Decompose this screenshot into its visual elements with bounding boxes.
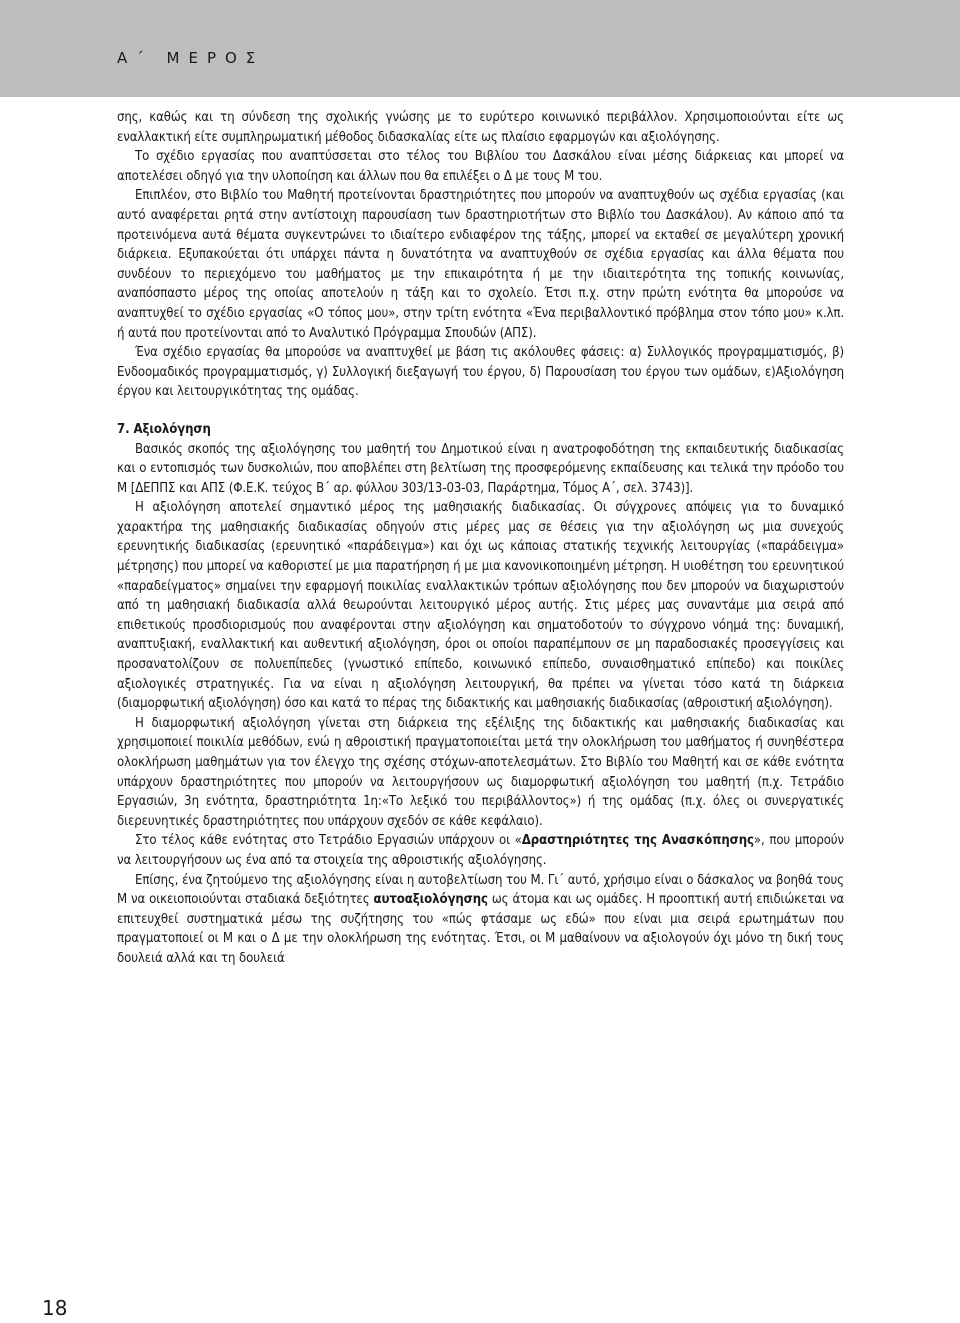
- paragraph: Επιπλέον, στο Βιβλίο του Μαθητή προτείνονται δραστηριότητες που μπορούν να αναπτυχθούν ως σχέδια εργασίας (και αυτό αναφέρεται ρητά στην αντίστοιχη παρουσίαση των δραστηριοτήτων στο Βιβλίο του Δασκάλου). Αν κάποιο από τα προτεινόμενα αυτά θέματα συγκεντρώνει το ιδιαίτερο ενδιαφέρον της τάξης, μπορεί να εκταθεί σε μεγαλύτερη χρονική διάρκεια. Εξυπακούεται ότι υπάρχει πάντα η δυνατότητα να αναπτυχθούν σε σχέδια εργασίας και άλλα θέματα που συνδέουν το περιεχόμενο του μαθήματος με την επικαιρότητα ή με την ιδιαιτερότητα της τοπικής κοινωνίας, αναπόσπαστο μέρος της οποίας αποτελούν η τάξη και το σχολείο. Έτσι π.χ. στην πρώτη ενότητα θα μπορούσε να αναπτυχθεί το σχέδιο εργασίας «Ο τόπος μου», στην τρίτη ενότητα «Ένα περιβαλλοντικό πρόβλημα στον τόπο μου» κ.λπ. ή αυτά που προτείνονται από το Αναλυτικό Πρόγραμμα Σπουδών (ΑΠΣ).: [117, 188, 844, 341]
- paragraph: Η αξιολόγηση αποτελεί σημαντικό μέρος της μαθησιακής διαδικασίας. Οι σύγχρονες απόψεις για το δυναμικό χαρακτήρα της μαθησιακής διαδικασίας οδηγούν στις μέρες μας σε θέσεις για την αξιολόγηση ως μια συνεχούς ερευνητικής διαδικασίας (ερευνητικό «παράδειγμα») και όχι ως κάποιας στατικής τεχνικής λειτουργίας («παράδειγμα» μέτρησης) που μπορεί να καθοριστεί με μια παρατήρηση ή με μια κανονικοποιημένη μέτρηση. Η υιοθέτηση του ερευνητικού «παραδείγματος» σημαίνει την εφαρμογή ποικιλίας εναλλακτικών τρόπων αξιολόγησης που δεν μπορούν να διαχωριστούν από τη μαθησιακή διαδικασία αλλά θεωρούνται λειτουργικό μέρος αυτής. Στις μέρες μας συναντάμε μια σειρά από επιθετικούς προσδιορισμούς που αναφέρονται στην αξιολόγηση και σηματοδοτούν το σύγχρονο νόημά της: δυναμική, αναπτυξιακή, εναλλακτική και αυθεντική αξιολόγηση, όροι οι οποίοι παραπέμπουν σε μη παραδοσιακές προσεγγίσεις και προσανατολίζουν σε πολυεπίπεδες (γνωστικό επίπεδο, κοινωνικό επίπεδο, συναισθηματικό επίπεδο) και ποικίλες αξιολογικές στρατηγικές. Για να είναι η αξιολόγηση λειτουργική, θα πρέπει να γίνεται τόσο κατά τη διάρκεια (διαμορφωτική αξιολόγηση) όσο και κατά το πέρας της διδακτικής και μαθησιακής διαδικασίας (αθροιστική αξιολόγηση).: [117, 500, 844, 712]
- paragraph: Το σχέδιο εργασίας που αναπτύσσεται στο τέλος του Βιβλίου του Δασκάλου είναι μέσης διάρκειας και μπορεί να αποτελέσει οδηγό για την υλοποίηση και άλλων που θα επιλέξει ο Δ με τους Μ του.: [117, 149, 844, 184]
- paragraph: [117, 831, 844, 870]
- header-bar: [0, 0, 960, 97]
- paragraph: [117, 871, 844, 969]
- text-run: Στο τέλος κάθε ενότητας στο Τετράδιο Εργασιών υπάρχουν οι «: [135, 833, 522, 849]
- page-number: 18: [42, 1296, 68, 1320]
- text-run: », που μπορούν να λειτουργήσουν ως ένα από τα στοιχεία της αθροιστικής αξιολόγησης.: [117, 833, 845, 868]
- body-text: [117, 108, 844, 969]
- bold-term: Δραστηριότητες της Ανασκόπησης: [521, 833, 754, 849]
- section-heading: 7. Αξιολόγηση: [117, 421, 211, 437]
- paragraph: Η διαμορφωτική αξιολόγηση γίνεται στη διάρκεια της εξέλιξης της διδακτικής και μαθησιακής διαδικασίας και χρησιμοποιεί ποικιλία μεθόδων, ενώ η αθροιστική πραγματοποιείται μετά την ολοκλήρωση του μαθήματος ή συνηθέστερα ολοκλήρωση μαθημάτων για τον έλεγχο της σχέσης στόχων-αποτελεσμάτων. Στο Βιβλίο του Μαθητή και σε κάθε ενότητα υπάρχουν δραστηριότητες που μπορούν να λειτουργήσουν ως διαμορφωτική αξιολόγηση του μαθητή (π.χ. Τετράδιο Εργασιών, 3η ενότητα, δραστηριότητα 1η:«Το λεξικό του περιβάλλοντος») ή της ομάδας (π.χ. όλες οι συνεργατικές διερευνητικές δραστηριότητες που υπάρχουν σχεδόν σε κάθε κεφάλαιο).: [117, 715, 844, 829]
- paragraph: σης, καθώς και τη σύνδεση της σχολικής γνώσης με το ευρύτερο κοινωνικό περιβάλλον. Χρησιμοποιούνται είτε ως εναλλακτική είτε συμπληρωματική μέθοδος διδασκαλίας είτε ως πλαίσιο εφαρμογών και αξιολόγησης.: [117, 110, 844, 145]
- text-run: ως άτομα και ως ομάδες. Η προοπτική αυτή επιδιώκεται να επιτευχθεί συστηματικά μέσω της συζήτησης του «πώς φτάσαμε ως εδώ» που είναι μια σειρά ερωτημάτων που πραγματοποιεί οι Μ και ο Δ με την ολοκλήρωση της ενότητας. Έτσι, οι Μ μαθαίνουν να αξιολογούν όχι μόνο τη δική τους δουλειά αλλά και τη δουλειά: [117, 892, 844, 966]
- left-margin-strip: [0, 97, 82, 1323]
- header-title: Α΄ ΜΕΡΟΣ: [117, 49, 265, 67]
- paragraph: Βασικός σκοπός της αξιολόγησης του μαθητή του Δημοτικού είναι η ανατροφοδότηση της εκπαιδευτικής διαδικασίας και ο εντοπισμός των δυσκολιών, που αποβλέπει στη βελτίωση της προσφερόμενης εκπαίδευσης και τελικά την πρόοδο του Μ [ΔΕΠΠΣ και ΑΠΣ (Φ.Ε.Κ. τεύχος Β΄ αρ. φύλλου 303/13-03-03, Παράρτημα, Τόμος Α΄, σελ. 3743)].: [117, 441, 844, 496]
- paragraph: Ένα σχέδιο εργασίας θα μπορούσε να αναπτυχθεί με βάση τις ακόλουθες φάσεις: α) Συλλογικός προγραμματισμός, β) Ενδοομαδικός προγραμματισμός, γ) Συλλογική διεξαγωγή του έργου, δ) Παρουσίαση του έργου των ομάδων, ε)Αξιολόγηση έργου και λειτουργικότητας της ομάδας.: [117, 345, 844, 400]
- text-run: Επίσης, ένα ζητούμενο της αξιολόγησης είναι η αυτοβελτίωση του Μ. Γι΄ αυτό, χρήσιμο είναι ο δάσκαλος να βοηθά τους Μ να οικειοποιούνται σταδιακά δεξιότητες: [117, 872, 844, 908]
- bold-term: αυτοαξιολόγησης: [373, 892, 488, 908]
